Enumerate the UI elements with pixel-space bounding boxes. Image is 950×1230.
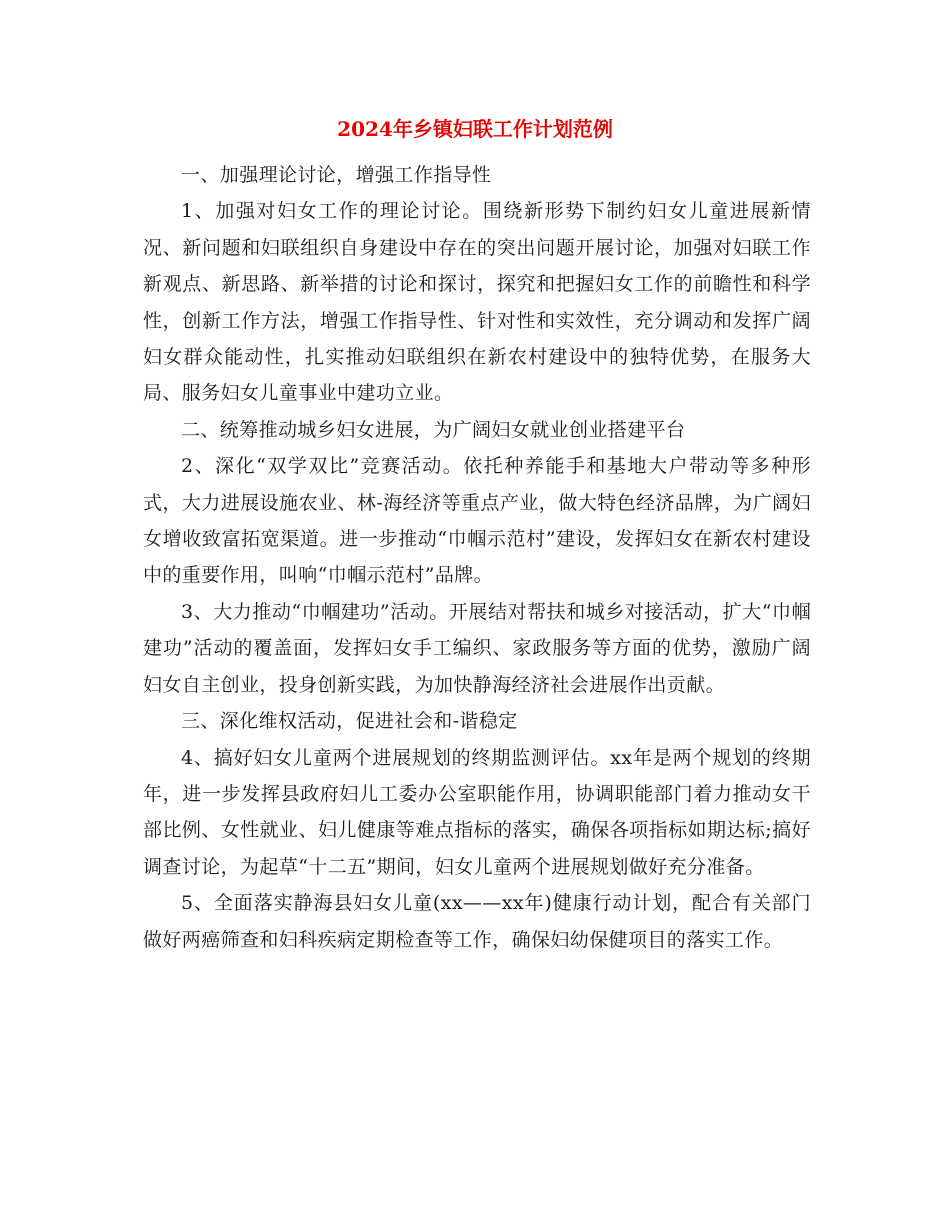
paragraph-1: 1、加强对妇女工作的理论讨论。围绕新形势下制约妇女儿童进展新情况、新问题和妇联组织自身建设中存在的突出问题开展讨论，加强对妇联工作新观点、新思路、新举措的讨论和探讨，探究和把握妇女工作的前瞻性和科学性，创新工作方法，增强工作指导性、针对性和实效性，充分调动和发挥广阔妇女群众能动性，扎实推动妇联组织在新农村建设中的独特优势，在服务大局、服务妇女儿童事业中建功立业。 (143, 200, 811, 405)
paragraph-4: 4、搞好妇女儿童两个进展规划的终期监测评估。xx年是两个规划的终期年，进一步发挥县政府妇儿工委办公室职能作用，协调职能部门着力推动女干部比例、女性就业、妇儿健康等难点指标的落实，确保各项指标如期达标;搞好调查讨论，为起草“十二五”期间，妇女儿童两个进展规划做好充分准备。 (143, 746, 811, 878)
section-heading-1: 一、加强理论讨论，增强工作指导性 (181, 164, 492, 186)
section-heading-3: 三、深化维权活动，促进社会和-谐稳定 (181, 710, 518, 733)
paragraph-3: 3、大力推动“巾帼建功”活动。开展结对帮扶和城乡对接活动，扩大“巾帼建功”活动的覆盖面，发挥妇女手工编织、家政服务等方面的优势，激励广阔妇女自主创业，投身创新实践，为加快静海经济社会进展作出贡献。 (143, 600, 811, 696)
section-heading-2: 二、统筹推动城乡妇女进展，为广阔妇女就业创业搭建平台 (181, 418, 686, 441)
paragraph-5: 5、全面落实静海县妇女儿童(xx——xx年)健康行动计划，配合有关部门做好两癌筛查和妇科疾病定期检查等工作，确保妇幼保健项目的落实工作。 (143, 892, 811, 951)
document-title: 2024年乡镇妇联工作计划范例 (337, 117, 613, 141)
document-body (143, 157, 811, 958)
paragraph-2: 2、深化“双学双比”竞赛活动。依托种养能手和基地大户带动等多种形式，大力进展设施农业、林-海经济等重点产业，做大特色经济品牌，为广阔妇女增收致富拓宽渠道。进一步推动“巾帼示范村”建设，发挥妇女在新农村建设中的重要作用，叫响“巾帼示范村”品牌。 (143, 455, 811, 587)
